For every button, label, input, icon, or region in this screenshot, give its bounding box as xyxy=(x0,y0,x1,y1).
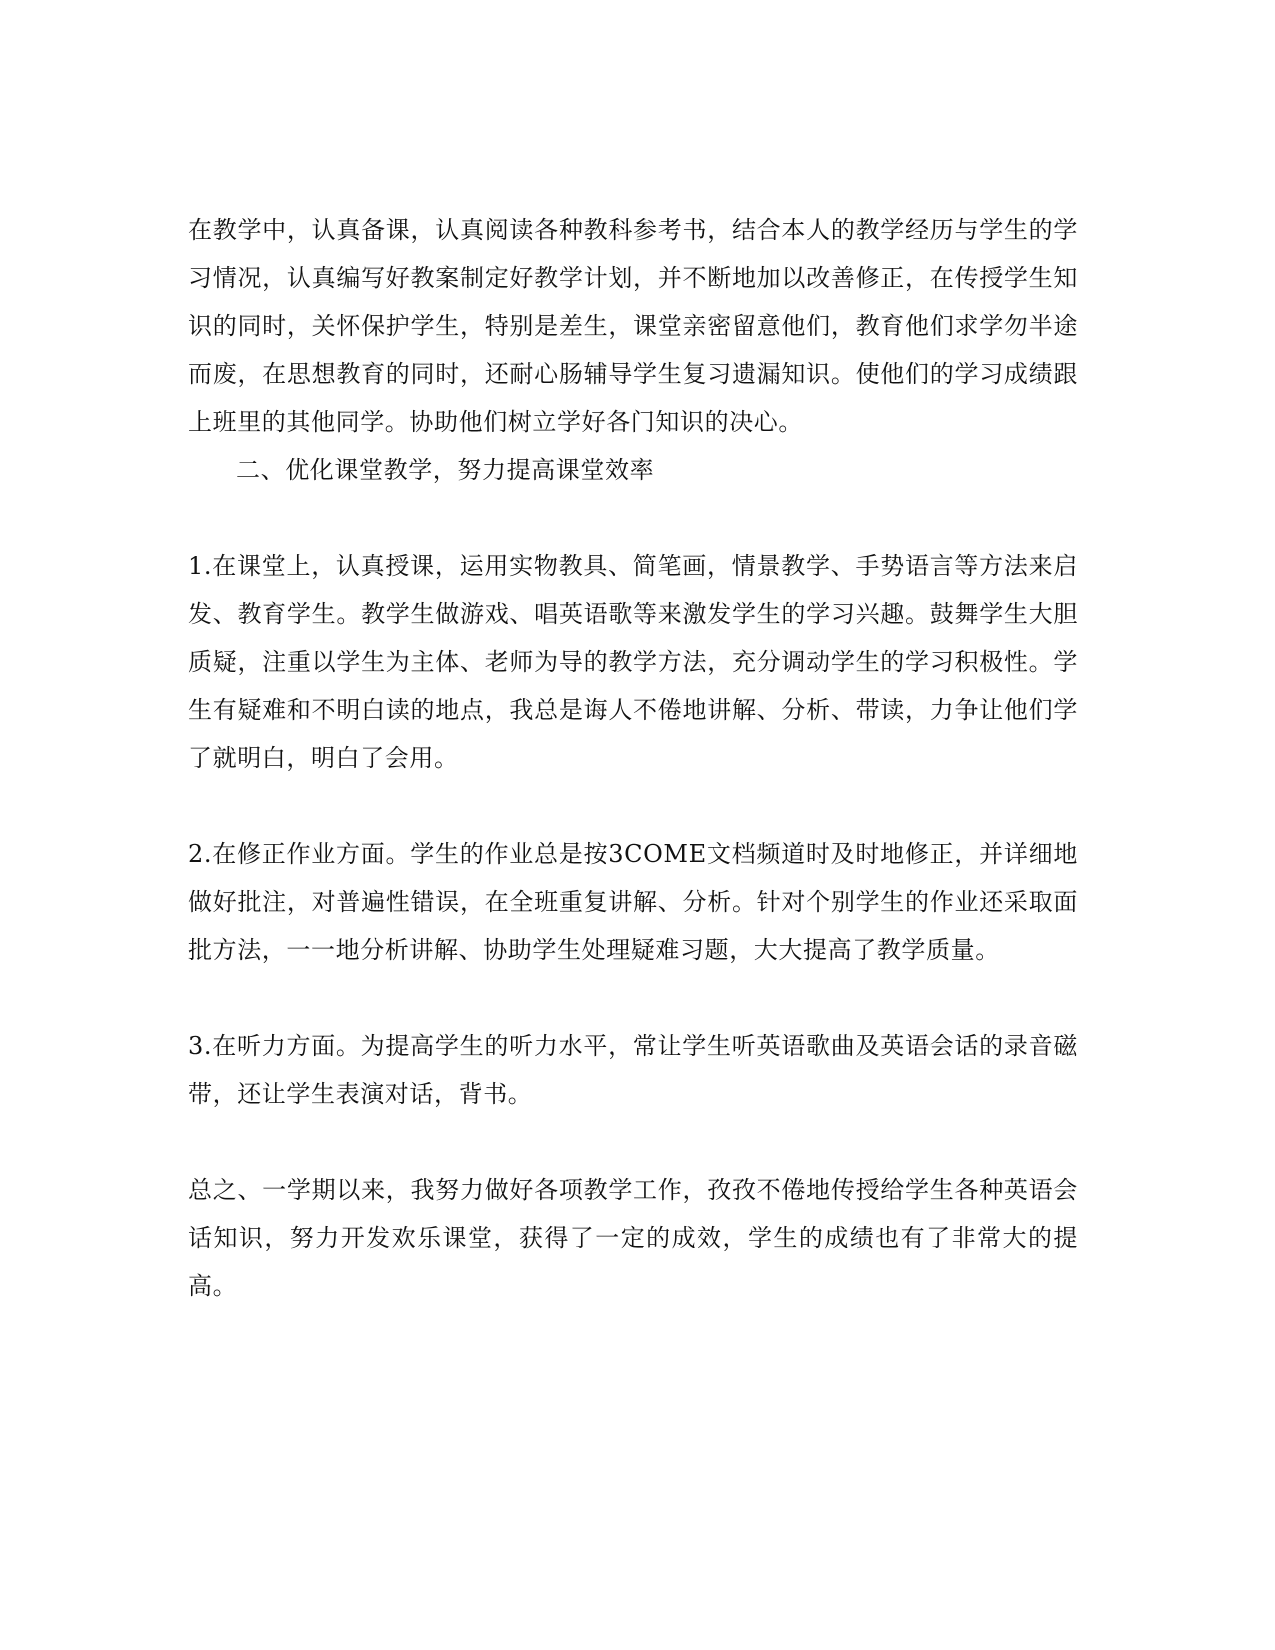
paragraph-summary: 总之、一学期以来，我努力做好各项教学工作，孜孜不倦地传授给学生各种英语会话知识，努力开发欢乐课堂，获得了一定的成效，学生的成绩也有了非常大的提高。 xyxy=(188,1176,1078,1300)
list-item-classroom: 1.在课堂上，认真授课，运用实物教具、简笔画，情景教学、手势语言等方法来启发、教育学生。教学生做游戏、唱英语歌等来激发学生的学习兴趣。鼓舞学生大胆质疑，注重以学生为主体、老师为导的教学方法，充分调动学生的学习积极性。学生有疑难和不明白读的地点，我总是诲人不倦地讲解、分析、带读，力争让他们学了就明白，明白了会用。 xyxy=(188,552,1078,772)
section-heading-classroom: 二、优化课堂教学，努力提高课堂效率 xyxy=(236,456,655,484)
document-body xyxy=(188,206,1078,1310)
list-item-listening: 3.在听力方面。为提高学生的听力水平，常让学生听英语歌曲及英语会话的录音磁带，还让学生表演对话，背书。 xyxy=(188,1032,1078,1108)
paragraph-teaching-prep: 在教学中，认真备课，认真阅读各种教科参考书，结合本人的教学经历与学生的学习情况，认真编写好教案制定好教学计划，并不断地加以改善修正，在传授学生知识的同时，关怀保护学生，特别是差生，课堂亲密留意他们，教育他们求学勿半途而废，在思想教育的同时，还耐心肠辅导学生复习遗漏知识。使他们的学习成绩跟上班里的其他同学。协助他们树立学好各门知识的决心。 xyxy=(188,216,1078,436)
list-item-homework: 2.在修正作业方面。学生的作业总是按3COME文档频道时及时地修正，并详细地做好批注，对普遍性错误，在全班重复讲解、分析。针对个别学生的作业还采取面批方法，一一地分析讲解、协助学生处理疑难习题，大大提高了教学质量。 xyxy=(188,840,1078,964)
